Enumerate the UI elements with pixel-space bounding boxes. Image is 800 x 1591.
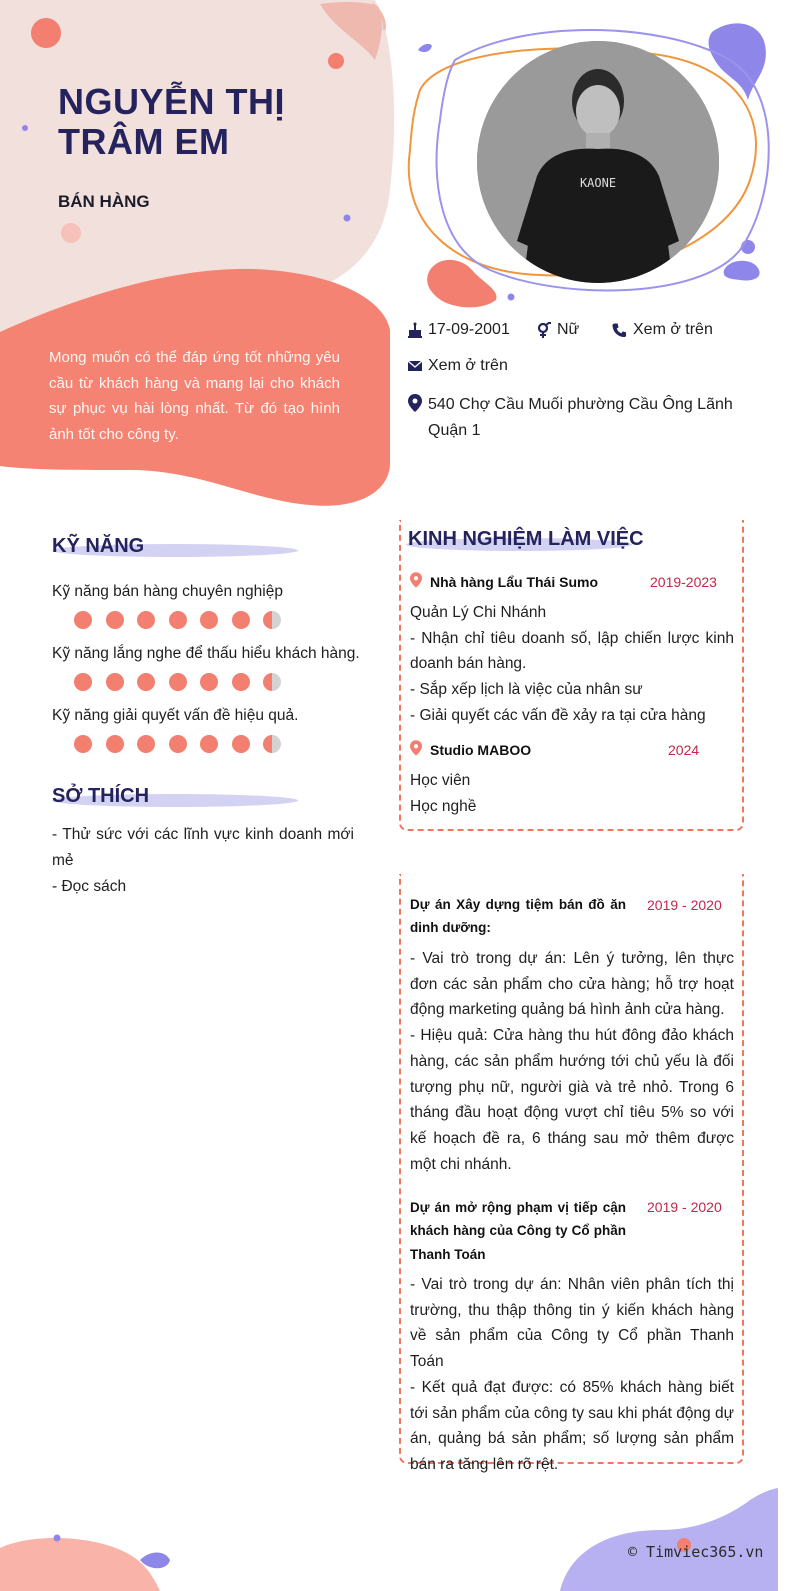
project-time: 2019 - 2020 [647, 897, 722, 913]
rating-dot [106, 611, 124, 629]
project-name: Dự án Xây dựng tiệm bán đồ ăn dinh dưỡng: [410, 897, 626, 936]
rating-dot [137, 735, 155, 753]
project-description [410, 946, 734, 1177]
rating-dot [74, 611, 92, 629]
skill-rating [74, 735, 281, 753]
experience-pin [410, 572, 422, 593]
rating-dot [74, 673, 92, 691]
project-name: Dự án mở rộng phạm vị tiếp cận khách hàng của Công ty Cổ phần Thanh Toán [410, 1200, 626, 1262]
project-time: 2019 - 2020 [647, 1199, 722, 1215]
rating-dot [74, 735, 92, 753]
rating-dot [137, 611, 155, 629]
address-value: 540 Chợ Cầu Muối phường Cầu Ông Lãnh Quận 1 [428, 396, 733, 439]
rating-dot [232, 673, 250, 691]
hobby-item: - Đọc sách [52, 878, 127, 895]
name-line-2: TRÂM EM [58, 121, 230, 162]
address [408, 392, 738, 444]
career-objective: Mong muốn có thể đáp ứng tốt những yêu cầu từ khách hàng và mang lại cho khách sự phục vụ hài lòng nhất. Từ đó tạo hình ảnh tốt cho công ty. [49, 349, 340, 443]
experience-line: - Nhận chỉ tiêu doanh số, lập chiến lược kinh doanh bán hàng. [410, 629, 734, 673]
rating-dot [169, 611, 187, 629]
skill-rating [74, 673, 281, 691]
skill-name: Kỹ năng bán hàng chuyên nghiệp [52, 583, 283, 600]
rating-dot-half [263, 735, 281, 753]
hobby-item: - Thử sức với các lĩnh vực kinh doanh mới mẻ [52, 826, 354, 869]
project-description [410, 1272, 734, 1478]
phone-icon [612, 322, 627, 338]
experience-description [410, 768, 734, 819]
hobbies-title: SỞ THÍCH [52, 785, 150, 807]
phone-value: Xem ở trên [633, 321, 713, 338]
birthday [408, 321, 510, 339]
experience-line: Quản Lý Chi Nhánh [410, 604, 547, 621]
experience-company: Studio MABOO [430, 742, 532, 758]
rating-dot [200, 735, 218, 753]
gender [537, 321, 579, 339]
rating-dot [200, 611, 218, 629]
location-pin-icon [410, 740, 422, 756]
rating-dot [137, 673, 155, 691]
email-value: Xem ở trên [428, 357, 508, 374]
name-line-1: NGUYỄN THỊ [58, 81, 286, 122]
rating-dot [106, 673, 124, 691]
job-title: BÁN HÀNG [58, 192, 150, 211]
cake-icon [408, 322, 422, 338]
experience-line: - Giải quyết các vấn đề xảy ra tại cửa hàng [410, 706, 706, 724]
rating-dot [232, 611, 250, 629]
birthday-value: 17-09-2001 [428, 321, 510, 338]
experience-description [410, 600, 734, 729]
rating-dot [169, 735, 187, 753]
experience-line: Học viên [410, 772, 471, 789]
rating-dot [232, 735, 250, 753]
skill-name: Kỹ năng lắng nghe để thấu hiểu khách hàng. [52, 645, 360, 662]
experience-line: Học nghề [410, 797, 477, 815]
project-line: - Hiệu quả: Cửa hàng thu hút đông đảo khách hàng, các sản phẩm hướng tới chủ yếu là đối tượng phụ nữ, người già và trẻ nhỏ. Trong 6 tháng đầu hoạt động vượt chỉ tiêu 5% so với kế hoạch đề ra, 6 tháng sau mở thêm được một chi nhánh. [410, 1027, 734, 1173]
gender-icon [537, 322, 551, 338]
phone [612, 321, 713, 339]
gender-value: Nữ [557, 321, 580, 338]
experience-time: 2019-2023 [650, 574, 717, 590]
rating-dot [106, 735, 124, 753]
experience-line: - Sắp xếp lịch là việc của nhân sư [410, 681, 643, 699]
location-pin-icon [408, 394, 422, 412]
avatar-photo [477, 41, 719, 283]
skill-name: Kỹ năng giải quyết vấn đề hiệu quả. [52, 707, 299, 724]
experience-pin [410, 740, 422, 761]
project-line: - Vai trò trong dự án: Nhân viên phân tích thị trường, thu thập thông tin ý kiến khách hàng về sản phẩm của Công ty Cổ phần Thanh Toán [410, 1276, 734, 1371]
skill-rating [74, 611, 281, 629]
project-line: - Kết quả đạt được: có 85% khách hàng biết tới sản phẩm của công ty sau khi phát động dự án, quảng bá sản phẩm; số lượng sản phẩm bán ra tăng lên rõ rệt. [410, 1378, 734, 1473]
candidate-name [58, 82, 378, 162]
hobbies-list [52, 822, 354, 900]
skills-title: KỸ NĂNG [52, 535, 145, 557]
location-pin-icon [410, 572, 422, 588]
project-line: - Vai trò trong dự án: Lên ý tưởng, lên thực đơn các sản phẩm cho cửa hàng; hỗ trợ hoạt động marketing quảng bá hình ảnh cửa hàng. [410, 950, 734, 1019]
rating-dot [169, 673, 187, 691]
rating-dot [200, 673, 218, 691]
envelope-icon [408, 360, 422, 372]
experience-title: KINH NGHIỆM LÀM VIỆC [408, 528, 644, 550]
rating-dot-half [263, 673, 281, 691]
person-silhouette-icon [477, 41, 719, 283]
experience-company: Nhà hàng Lẩu Thái Sumo [430, 574, 599, 590]
experience-time: 2024 [668, 742, 700, 758]
svg-text:KAONE: KAONE [579, 176, 617, 190]
footer-watermark: © Timviec365.vn [628, 1543, 764, 1561]
rating-dot-half [263, 611, 281, 629]
email [408, 357, 508, 375]
